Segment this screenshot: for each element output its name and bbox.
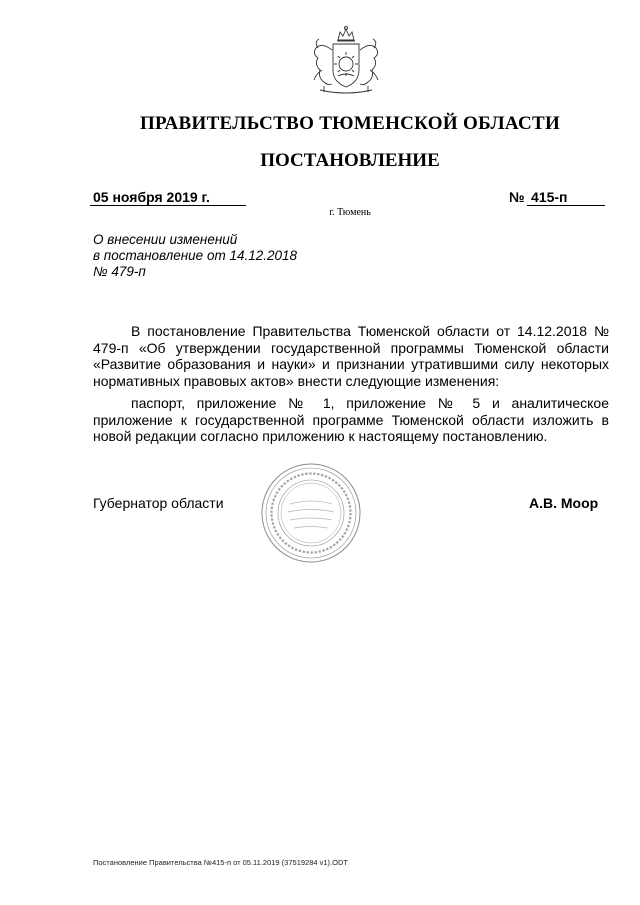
document-type: ПОСТАНОВЛЕНИЕ (260, 150, 440, 171)
document-subject (93, 232, 297, 280)
body-paragraph: паспорт, приложение № 1, приложение № 5 и аналитическое приложение к государственной программе Тюменской области изложить в новой редакции согласно приложению к настоящему постановлению. (93, 395, 609, 444)
government-title: ПРАВИТЕЛЬСТВО ТЮМЕНСКОЙ ОБЛАСТИ (139, 113, 561, 134)
number-underline (527, 205, 605, 206)
document-footer: Постановление Правительства №415-п от 05.11.2019 (37519284 v1).ODT (93, 858, 348, 867)
subject-line: в постановление от 14.12.2018 (93, 248, 298, 263)
subject-line: № 479-п (93, 264, 146, 279)
date-underline (90, 205, 246, 206)
body-paragraph: В постановление Правительства Тюменской области от 14.12.2018 № 479-п «Об утверждении государственной программы Тюменской области «Развитие образования и науки» и признании утратившими силу некоторых нормативных правовых актов» внести следующие изменения: (93, 323, 609, 389)
document-number: 415-п (531, 189, 568, 205)
subject-line: О внесении изменений (93, 232, 238, 247)
document-city: г. Тюмень (329, 207, 371, 218)
document-date: 05 ноября 2019 г. (93, 189, 210, 205)
coat-of-arms-icon (300, 24, 392, 104)
stamp-seal (260, 462, 362, 564)
signer-position: Губернатор области (93, 495, 224, 511)
number-sign: № (509, 189, 525, 205)
signer-name: А.В. Моор (529, 495, 599, 511)
